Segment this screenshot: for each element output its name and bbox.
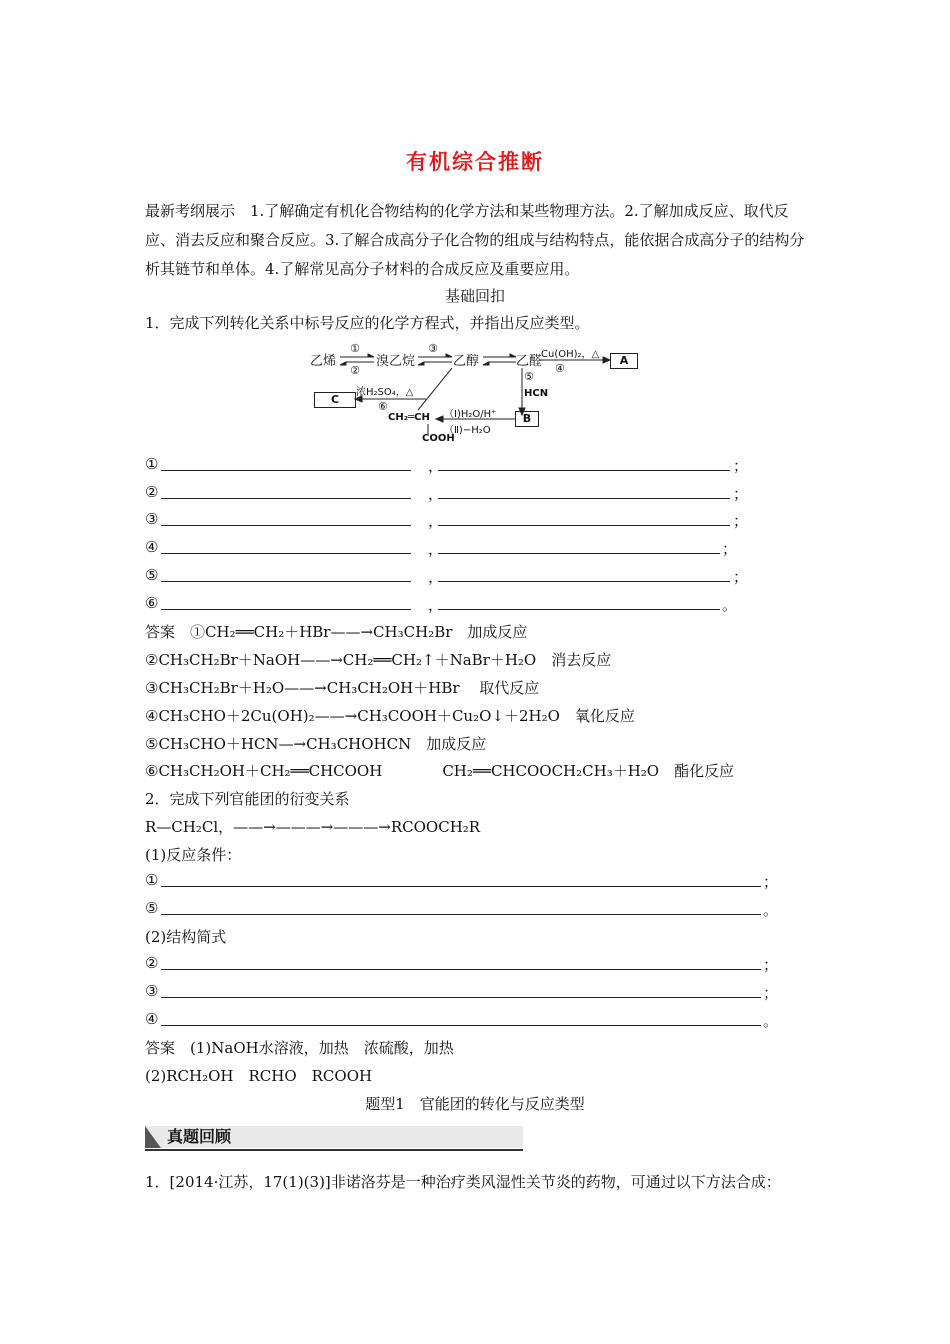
syllabus-intro: 最新考纲展示 1.了解确定有机化合物结构的化学方法和某些物理方法。2.了解加成反应、取代反应、消去反应和聚合反应。3.了解合成高分子化合物的组成与结构特点，能依据合成高分子的结构分析其链节和单体。4.了解常见高分子材料的合成反应及重要应用。 — [145, 202, 805, 278]
box-a: A — [610, 353, 638, 369]
blank-end: ； — [733, 485, 749, 503]
ethanol-label: 乙醇 — [453, 354, 480, 369]
blank-number: ③ — [145, 982, 159, 1000]
acrylic-acid-label: CH₂═CH — [388, 412, 430, 423]
question-2-answer-2: (2)RCH₂OH RCHO RCOOH — [145, 1067, 373, 1085]
answer-line[interactable] — [161, 969, 761, 970]
answer-line[interactable] — [161, 1025, 761, 1026]
reaction-number-1: ① — [350, 342, 360, 355]
answer-line[interactable] — [438, 609, 720, 610]
blank-comma: ， — [428, 512, 444, 530]
blank-number: ② — [145, 483, 159, 501]
answer-line[interactable] — [438, 581, 730, 582]
answer-line[interactable] — [161, 997, 761, 998]
blank-number: ① — [145, 455, 159, 473]
box-b: B — [515, 411, 539, 427]
blank-end: ； — [722, 540, 738, 558]
reaction-number-2: ② — [350, 364, 360, 377]
reaction-number-6: ⑥ — [378, 400, 388, 413]
answer-line[interactable] — [161, 470, 411, 471]
blank-end: ； — [733, 568, 749, 586]
blank-end: ； — [763, 984, 779, 1002]
answer-line[interactable] — [438, 525, 730, 526]
section-banner-review — [145, 1122, 523, 1152]
answer-line-4: ④CH₃CHO＋2Cu(OH)₂——→CH₃COOH＋Cu₂O↓＋2H₂O 氧化反应 — [145, 707, 635, 725]
hydrolysis-step: （Ⅰ)H₂O/H⁺ — [444, 409, 497, 420]
section-heading-type1: 题型1 官能团的转化与反应类型 — [365, 1095, 585, 1113]
answer-line[interactable] — [161, 886, 761, 887]
blank-number: ③ — [145, 510, 159, 528]
blank-comma: ， — [428, 596, 444, 614]
answer-line[interactable] — [161, 553, 411, 554]
blank-number: ④ — [145, 538, 159, 556]
ethene-label: 乙烯 — [310, 354, 337, 369]
page-title: 有机综合推断 — [406, 149, 544, 174]
blank-comma: ， — [428, 457, 444, 475]
blank-end: ； — [733, 512, 749, 530]
reaction-number-5: ⑤ — [524, 370, 534, 383]
blank-end: 。 — [763, 901, 779, 919]
blank-number: ④ — [145, 1010, 159, 1028]
blank-end: 。 — [722, 596, 738, 614]
answer-line[interactable] — [161, 609, 411, 610]
blank-end: ； — [763, 873, 779, 891]
banner-rule — [145, 1149, 523, 1151]
blank-comma: ， — [428, 485, 444, 503]
question-last: 1．[2014·江苏，17(1)(3)]非诺洛芬是一种治疗类风湿性关节炎的药物，可通过以下方法合成： — [145, 1173, 781, 1191]
answer-line[interactable] — [161, 581, 411, 582]
ethanal-label: 乙醛 — [516, 354, 543, 369]
answer-line[interactable] — [161, 498, 411, 499]
reaction-number-3: ③ — [428, 342, 438, 355]
answer-line-2: ②CH₃CH₂Br＋NaOH——→CH₂══CH₂↑＋NaBr＋H₂O 消去反应 — [145, 651, 612, 669]
condition-4: Cu(OH)₂，△ — [541, 349, 600, 360]
reaction-diagram — [300, 340, 650, 450]
reaction-number-4: ④ — [555, 362, 565, 375]
cooh-label: COOH — [422, 433, 455, 444]
blank-number: ⑥ — [145, 594, 159, 612]
answer-line[interactable] — [161, 525, 411, 526]
answer-line[interactable] — [438, 553, 720, 554]
section-heading-basic: 基础回扣 — [444, 287, 505, 305]
question-1-prompt: 1．完成下列转化关系中标号反应的化学方程式，并指出反应类型。 — [145, 314, 590, 332]
functional-group-chain: R—CH₂Cl，——→———→———→RCOOCH₂R — [145, 818, 481, 836]
sub-question-structures: (2)结构简式 — [145, 928, 227, 946]
answer-line[interactable] — [161, 914, 761, 915]
question-2-prompt: 2．完成下列官能团的衍变关系 — [145, 790, 350, 808]
blank-number: ⑤ — [145, 566, 159, 584]
answer-line[interactable] — [438, 498, 730, 499]
answer-line-6: ⑥CH₃CH₂OH＋CH₂══CHCOOH CH₂══CHCOOCH₂CH₃＋H₂O 酯化反应 — [145, 762, 735, 780]
question-2-answer-1: 答案 (1)NaOH水溶液，加热 浓硫酸，加热 — [145, 1039, 454, 1057]
answer-line-5: ⑤CH₃CHO＋HCN—→CH₃CHOHCN 加成反应 — [145, 735, 487, 753]
blank-comma: ， — [428, 540, 444, 558]
hcn-label: HCN — [524, 388, 549, 399]
condition-6: 浓H₂SO₄，△ — [356, 387, 414, 398]
blank-number: ① — [145, 871, 159, 889]
blank-end: ； — [733, 457, 749, 475]
sub-question-conditions: (1)反应条件： — [145, 846, 242, 864]
answer-line-3: ③CH₃CH₂Br＋H₂O——→CH₃CH₂OH＋HBr 取代反应 — [145, 679, 540, 697]
blank-comma: ， — [428, 568, 444, 586]
banner-triangle-icon — [145, 1126, 161, 1148]
blank-number: ⑤ — [145, 899, 159, 917]
answer-line[interactable] — [438, 470, 730, 471]
banner-title: 真题回顾 — [167, 1127, 232, 1146]
blank-number: ② — [145, 954, 159, 972]
blank-end: ； — [763, 956, 779, 974]
bromoethane-label: 溴乙烷 — [376, 354, 416, 369]
dehydration-step: （Ⅱ)−H₂O — [444, 425, 491, 436]
blank-end: 。 — [763, 1012, 779, 1030]
answer-line-1: 答案 ①CH₂══CH₂＋HBr——→CH₃CH₂Br 加成反应 — [145, 623, 528, 641]
box-c: C — [314, 392, 356, 408]
